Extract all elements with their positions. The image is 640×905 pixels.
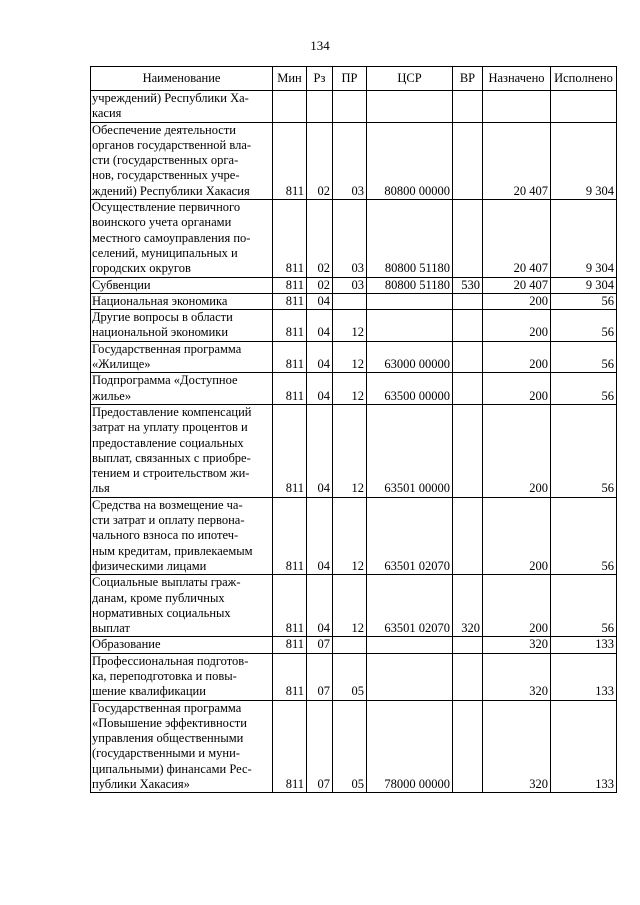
cell-assigned: 320 <box>483 637 551 653</box>
table-row <box>91 497 617 574</box>
table-row <box>91 700 617 793</box>
cell-executed: 9 304 <box>551 277 617 293</box>
table-row <box>91 404 617 497</box>
cell-pr: 12 <box>333 310 367 342</box>
cell-vr <box>453 310 483 342</box>
cell-executed: 133 <box>551 700 617 793</box>
cell-pr: 12 <box>333 404 367 497</box>
cell-vr <box>453 653 483 700</box>
cell-min: 811 <box>273 575 307 637</box>
table-row <box>91 293 617 309</box>
cell-pr: 03 <box>333 200 367 277</box>
cell-pr: 05 <box>333 700 367 793</box>
cell-name: Осуществление первичного воинского учета органами местного самоуправления по- селений, муниципальных и городских округов <box>91 200 273 277</box>
cell-assigned: 200 <box>483 373 551 405</box>
cell-name: Национальная экономика <box>91 293 273 309</box>
cell-executed: 56 <box>551 293 617 309</box>
cell-csr: 80800 00000 <box>367 122 453 199</box>
cell-pr: 03 <box>333 122 367 199</box>
cell-assigned: 20 407 <box>483 200 551 277</box>
cell-pr <box>333 91 367 123</box>
cell-executed: 56 <box>551 373 617 405</box>
cell-assigned: 200 <box>483 341 551 373</box>
cell-assigned: 200 <box>483 310 551 342</box>
cell-rz: 04 <box>307 310 333 342</box>
cell-vr <box>453 341 483 373</box>
cell-min: 811 <box>273 277 307 293</box>
cell-csr: 63501 00000 <box>367 404 453 497</box>
cell-assigned: 20 407 <box>483 122 551 199</box>
cell-min: 811 <box>273 637 307 653</box>
page-number: 134 <box>310 38 330 53</box>
cell-csr: 63000 00000 <box>367 341 453 373</box>
cell-rz: 04 <box>307 373 333 405</box>
cell-vr <box>453 700 483 793</box>
header-name: Наименование <box>91 67 273 91</box>
cell-executed: 9 304 <box>551 122 617 199</box>
cell-min: 811 <box>273 200 307 277</box>
cell-assigned: 200 <box>483 575 551 637</box>
cell-vr <box>453 404 483 497</box>
cell-assigned: 200 <box>483 497 551 574</box>
cell-assigned: 20 407 <box>483 277 551 293</box>
cell-rz: 04 <box>307 497 333 574</box>
cell-rz: 04 <box>307 575 333 637</box>
cell-assigned: 200 <box>483 293 551 309</box>
cell-executed <box>551 91 617 123</box>
cell-pr <box>333 293 367 309</box>
cell-name: Государственная программа «Повышение эффективности управления общественными (государственными и муни- ципальными) финансами Рес- публики Хакасия» <box>91 700 273 793</box>
cell-executed: 56 <box>551 404 617 497</box>
cell-pr: 05 <box>333 653 367 700</box>
cell-min: 811 <box>273 122 307 199</box>
cell-executed: 56 <box>551 341 617 373</box>
cell-pr: 03 <box>333 277 367 293</box>
cell-csr: 63501 02070 <box>367 497 453 574</box>
cell-pr <box>333 637 367 653</box>
cell-assigned: 320 <box>483 653 551 700</box>
cell-name: Профессиональная подготов- ка, переподготовка и повы- шение квалификации <box>91 653 273 700</box>
cell-rz: 02 <box>307 277 333 293</box>
cell-name: Средства на возмещение ча- сти затрат и оплату первона- чального взноса по ипотеч- ным кредитам, привлекаемым физическими лицами <box>91 497 273 574</box>
cell-name: Государственная программа «Жилище» <box>91 341 273 373</box>
cell-name: Образование <box>91 637 273 653</box>
cell-min: 811 <box>273 700 307 793</box>
cell-rz: 04 <box>307 404 333 497</box>
table-header-row <box>91 67 617 91</box>
cell-executed: 56 <box>551 497 617 574</box>
cell-csr <box>367 91 453 123</box>
budget-table <box>90 66 617 793</box>
cell-executed: 56 <box>551 575 617 637</box>
cell-name: Социальные выплаты граж- данам, кроме публичных нормативных социальных выплат <box>91 575 273 637</box>
cell-assigned: 200 <box>483 404 551 497</box>
cell-min: 811 <box>273 653 307 700</box>
cell-csr: 63500 00000 <box>367 373 453 405</box>
cell-csr <box>367 310 453 342</box>
header-min: Мин <box>273 67 307 91</box>
table-row <box>91 91 617 123</box>
cell-vr: 320 <box>453 575 483 637</box>
cell-executed: 133 <box>551 653 617 700</box>
cell-executed: 56 <box>551 310 617 342</box>
cell-min <box>273 91 307 123</box>
cell-csr <box>367 293 453 309</box>
cell-rz: 04 <box>307 293 333 309</box>
cell-min: 811 <box>273 310 307 342</box>
table-row <box>91 310 617 342</box>
cell-min: 811 <box>273 293 307 309</box>
header-rz: Рз <box>307 67 333 91</box>
cell-rz: 07 <box>307 637 333 653</box>
cell-pr: 12 <box>333 341 367 373</box>
cell-vr <box>453 200 483 277</box>
cell-name: Другие вопросы в области национальной экономики <box>91 310 273 342</box>
cell-vr <box>453 373 483 405</box>
header-csr: ЦСР <box>367 67 453 91</box>
cell-vr <box>453 497 483 574</box>
cell-csr <box>367 653 453 700</box>
cell-csr: 80800 51180 <box>367 200 453 277</box>
cell-rz: 07 <box>307 653 333 700</box>
cell-name: Субвенции <box>91 277 273 293</box>
table-row <box>91 122 617 199</box>
cell-rz: 02 <box>307 200 333 277</box>
cell-vr: 530 <box>453 277 483 293</box>
cell-vr <box>453 637 483 653</box>
cell-rz: 07 <box>307 700 333 793</box>
cell-name: Обеспечение деятельности органов государственной вла- сти (государственных орга- нов, государственных учре- ждений) Республики Хакасия <box>91 122 273 199</box>
header-assigned: Назначено <box>483 67 551 91</box>
cell-min: 811 <box>273 497 307 574</box>
table-row <box>91 373 617 405</box>
cell-name: учреждений) Республики Ха- касия <box>91 91 273 123</box>
cell-rz: 04 <box>307 341 333 373</box>
cell-assigned: 320 <box>483 700 551 793</box>
cell-pr: 12 <box>333 497 367 574</box>
table-row <box>91 653 617 700</box>
cell-csr: 78000 00000 <box>367 700 453 793</box>
cell-pr: 12 <box>333 575 367 637</box>
cell-executed: 133 <box>551 637 617 653</box>
cell-min: 811 <box>273 341 307 373</box>
header-executed: Исполнено <box>551 67 617 91</box>
table-row <box>91 341 617 373</box>
cell-assigned <box>483 91 551 123</box>
cell-csr <box>367 637 453 653</box>
cell-vr <box>453 293 483 309</box>
cell-rz: 02 <box>307 122 333 199</box>
table-row <box>91 637 617 653</box>
cell-vr <box>453 122 483 199</box>
header-pr: ПР <box>333 67 367 91</box>
table-row <box>91 575 617 637</box>
cell-vr <box>453 91 483 123</box>
cell-name: Подпрограмма «Доступное жилье» <box>91 373 273 405</box>
cell-name: Предоставление компенсаций затрат на уплату процентов и предоставление социальных выплат, связанных с приобре- тением и строительством жи- лья <box>91 404 273 497</box>
table-row <box>91 277 617 293</box>
table-body <box>91 91 617 793</box>
header-vr: ВР <box>453 67 483 91</box>
cell-executed: 9 304 <box>551 200 617 277</box>
cell-min: 811 <box>273 373 307 405</box>
cell-csr: 80800 51180 <box>367 277 453 293</box>
cell-rz <box>307 91 333 123</box>
cell-min: 811 <box>273 404 307 497</box>
cell-pr: 12 <box>333 373 367 405</box>
table-row <box>91 200 617 277</box>
cell-csr: 63501 02070 <box>367 575 453 637</box>
